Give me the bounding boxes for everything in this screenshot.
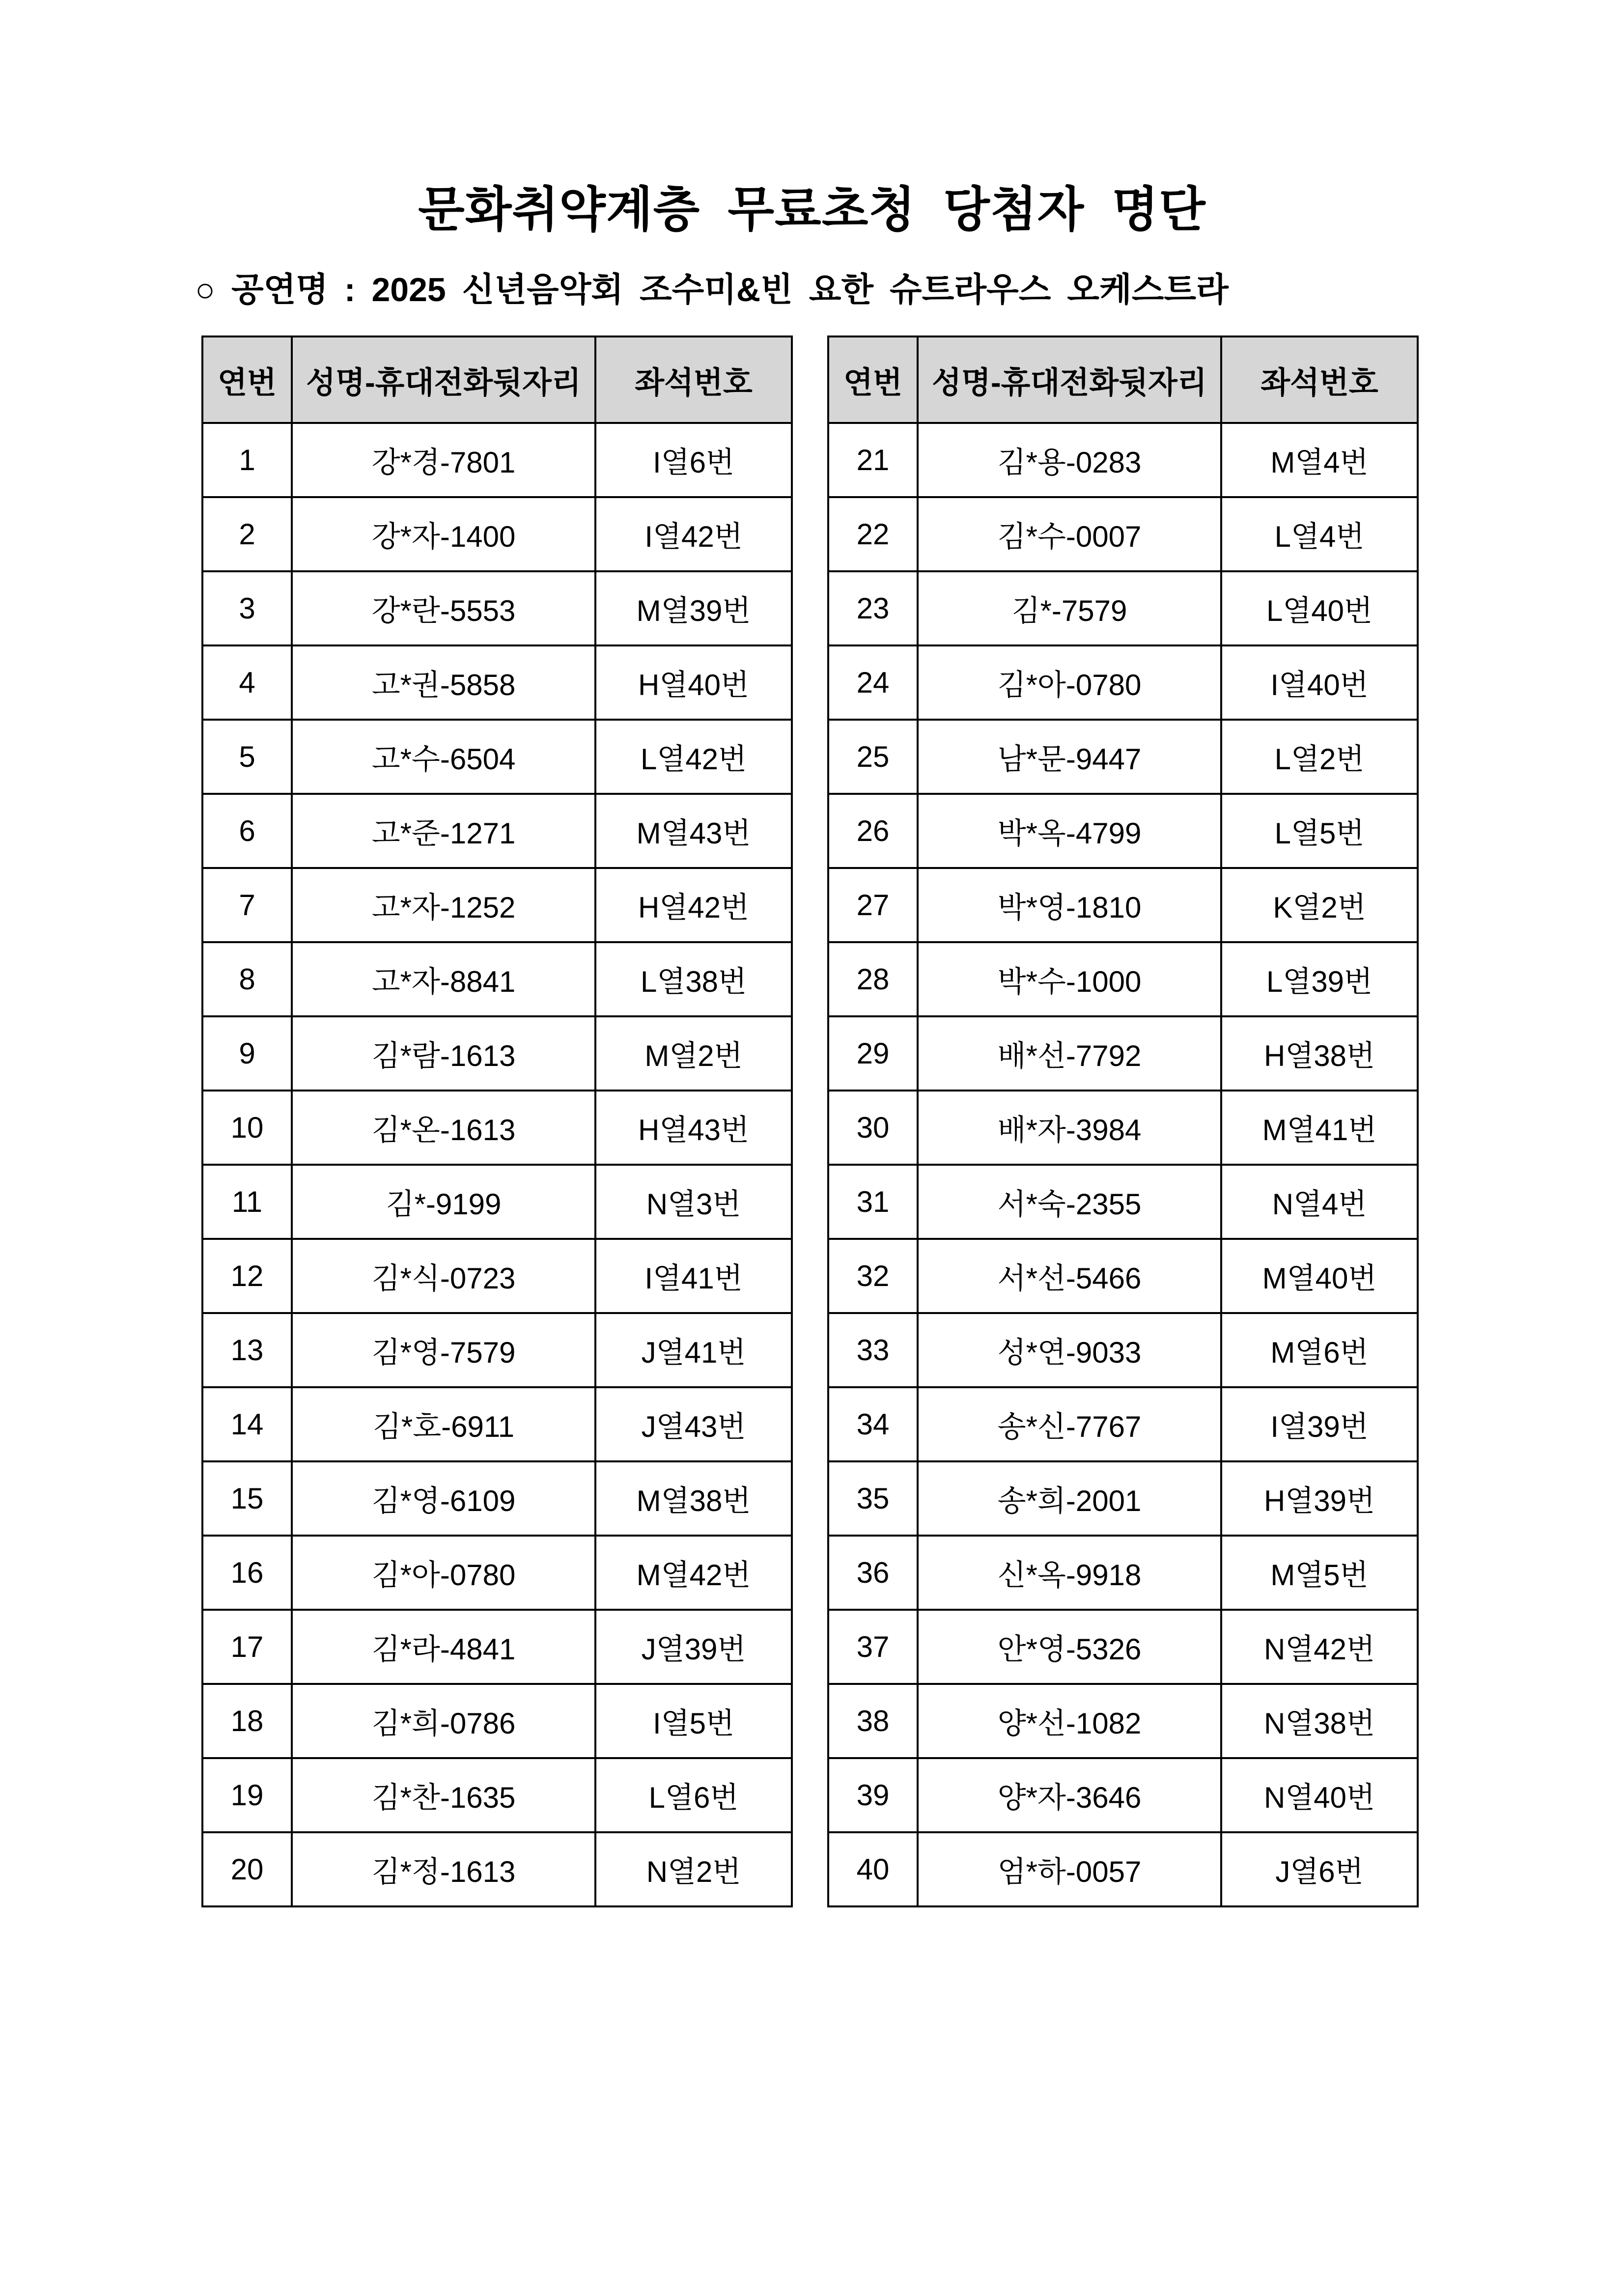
serial-cell: 2	[202, 497, 292, 571]
seat-cell: J열6번	[1221, 1832, 1418, 1906]
serial-cell: 14	[202, 1387, 292, 1461]
seat-cell: J열43번	[595, 1387, 792, 1461]
serial-cell: 18	[202, 1684, 292, 1758]
table-row	[828, 942, 1418, 1016]
seat-cell: M열42번	[595, 1536, 792, 1610]
serial-cell: 26	[828, 794, 918, 868]
seat-cell: M열40번	[1221, 1239, 1418, 1313]
table-row	[828, 1239, 1418, 1313]
serial-cell: 32	[828, 1239, 918, 1313]
name-phone-cell: 김*온-1613	[292, 1091, 595, 1165]
name-phone-cell: 김*람-1613	[292, 1016, 595, 1091]
serial-cell: 17	[202, 1610, 292, 1684]
seat-cell: H열40번	[595, 645, 792, 720]
name-phone-cell: 배*선-7792	[918, 1016, 1221, 1091]
seat-cell: N열42번	[1221, 1610, 1418, 1684]
serial-cell: 1	[202, 423, 292, 497]
name-phone-cell: 김*식-0723	[292, 1239, 595, 1313]
name-phone-cell: 김*희-0786	[292, 1684, 595, 1758]
name-phone-cell: 서*숙-2355	[918, 1165, 1221, 1239]
serial-cell: 5	[202, 720, 292, 794]
name-phone-cell: 남*문-9447	[918, 720, 1221, 794]
column-header-name-phone-cell: 성명-휴대전화뒷자리	[918, 336, 1221, 423]
table-row	[202, 942, 792, 1016]
serial-cell: 22	[828, 497, 918, 571]
name-phone-cell: 김*용-0283	[918, 423, 1221, 497]
seat-cell: I열42번	[595, 497, 792, 571]
table-row	[202, 1610, 792, 1684]
serial-cell: 39	[828, 1758, 918, 1832]
seat-cell: L열40번	[1221, 571, 1418, 645]
table-row	[202, 1536, 792, 1610]
table-row	[828, 645, 1418, 720]
table-row	[828, 1758, 1418, 1832]
name-phone-cell: 김*찬-1635	[292, 1758, 595, 1832]
table-row	[828, 1165, 1418, 1239]
name-phone-cell: 강*경-7801	[292, 423, 595, 497]
seat-cell: I열40번	[1221, 645, 1418, 720]
table-row	[202, 571, 792, 645]
name-phone-cell: 김*아-0780	[918, 645, 1221, 720]
seat-cell: N열40번	[1221, 1758, 1418, 1832]
seat-cell: I열5번	[595, 1684, 792, 1758]
seat-cell: H열38번	[1221, 1016, 1418, 1091]
serial-cell: 8	[202, 942, 292, 1016]
serial-cell: 9	[202, 1016, 292, 1091]
seat-cell: M열38번	[595, 1461, 792, 1536]
seat-cell: M열2번	[595, 1016, 792, 1091]
table-row	[828, 423, 1418, 497]
serial-cell: 25	[828, 720, 918, 794]
table-row	[828, 1313, 1418, 1387]
name-phone-cell: 강*란-5553	[292, 571, 595, 645]
table-row	[202, 1461, 792, 1536]
serial-cell: 30	[828, 1091, 918, 1165]
serial-cell: 31	[828, 1165, 918, 1239]
table-row	[202, 1239, 792, 1313]
table-row	[828, 497, 1418, 571]
name-phone-cell: 김*호-6911	[292, 1387, 595, 1461]
seat-cell: L열6번	[595, 1758, 792, 1832]
name-phone-cell: 성*연-9033	[918, 1313, 1221, 1387]
table-row	[202, 794, 792, 868]
seat-cell: J열39번	[595, 1610, 792, 1684]
serial-cell: 13	[202, 1313, 292, 1387]
name-phone-cell: 신*옥-9918	[918, 1536, 1221, 1610]
serial-cell: 35	[828, 1461, 918, 1536]
table-row	[202, 423, 792, 497]
name-phone-cell: 고*준-1271	[292, 794, 595, 868]
name-phone-cell: 엄*하-0057	[918, 1832, 1221, 1906]
name-phone-cell: 고*권-5858	[292, 645, 595, 720]
name-phone-cell: 박*수-1000	[918, 942, 1221, 1016]
seat-cell: L열38번	[595, 942, 792, 1016]
name-phone-cell: 김*라-4841	[292, 1610, 595, 1684]
column-header-seat-cell: 좌석번호	[595, 336, 792, 423]
serial-cell: 23	[828, 571, 918, 645]
serial-cell: 4	[202, 645, 292, 720]
table-row	[828, 1387, 1418, 1461]
table-row	[202, 1313, 792, 1387]
table-row	[202, 1832, 792, 1906]
seat-cell: N열4번	[1221, 1165, 1418, 1239]
serial-cell: 24	[828, 645, 918, 720]
name-phone-cell: 고*수-6504	[292, 720, 595, 794]
name-phone-cell: 김*-9199	[292, 1165, 595, 1239]
table-row	[828, 1610, 1418, 1684]
name-phone-cell: 김*영-6109	[292, 1461, 595, 1536]
name-phone-cell: 고*자-8841	[292, 942, 595, 1016]
name-phone-cell: 강*자-1400	[292, 497, 595, 571]
serial-cell: 11	[202, 1165, 292, 1239]
table-row	[828, 868, 1418, 942]
table-row	[202, 1091, 792, 1165]
serial-cell: 19	[202, 1758, 292, 1832]
serial-cell: 27	[828, 868, 918, 942]
name-phone-cell: 박*영-1810	[918, 868, 1221, 942]
winner-table-right	[827, 336, 1419, 1907]
name-phone-cell: 김*정-1613	[292, 1832, 595, 1906]
seat-cell: M열41번	[1221, 1091, 1418, 1165]
seat-cell: I열6번	[595, 423, 792, 497]
table-row	[202, 720, 792, 794]
serial-cell: 15	[202, 1461, 292, 1536]
seat-cell: N열3번	[595, 1165, 792, 1239]
serial-cell: 28	[828, 942, 918, 1016]
serial-cell: 20	[202, 1832, 292, 1906]
table-row	[828, 1461, 1418, 1536]
seat-cell: H열43번	[595, 1091, 792, 1165]
table-row	[828, 1684, 1418, 1758]
serial-cell: 36	[828, 1536, 918, 1610]
table-row	[202, 645, 792, 720]
header-row	[202, 336, 792, 423]
seat-cell: L열42번	[595, 720, 792, 794]
table-row	[202, 1758, 792, 1832]
seat-cell: L열5번	[1221, 794, 1418, 868]
name-phone-cell: 양*자-3646	[918, 1758, 1221, 1832]
seat-cell: J열41번	[595, 1313, 792, 1387]
name-phone-cell: 김*-7579	[918, 571, 1221, 645]
serial-cell: 34	[828, 1387, 918, 1461]
name-phone-cell: 양*선-1082	[918, 1684, 1221, 1758]
name-phone-cell: 안*영-5326	[918, 1610, 1221, 1684]
column-header-seat-cell: 좌석번호	[1221, 336, 1418, 423]
seat-cell: H열42번	[595, 868, 792, 942]
serial-cell: 7	[202, 868, 292, 942]
serial-cell: 33	[828, 1313, 918, 1387]
table-row	[828, 794, 1418, 868]
name-phone-cell: 고*자-1252	[292, 868, 595, 942]
name-phone-cell: 김*영-7579	[292, 1313, 595, 1387]
serial-cell: 16	[202, 1536, 292, 1610]
seat-cell: H열39번	[1221, 1461, 1418, 1536]
seat-cell: I열39번	[1221, 1387, 1418, 1461]
serial-cell: 12	[202, 1239, 292, 1313]
performance-name-line: ○ 공연명 : 2025 신년음악회 조수미&빈 요한 슈트라우스 오케스트라	[195, 271, 1229, 308]
winner-tables	[201, 336, 1419, 1907]
serial-cell: 6	[202, 794, 292, 868]
column-header-serial-cell: 연번	[202, 336, 292, 423]
serial-cell: 21	[828, 423, 918, 497]
table-row	[202, 1387, 792, 1461]
name-phone-cell: 김*수-0007	[918, 497, 1221, 571]
table-row	[828, 720, 1418, 794]
seat-cell: L열2번	[1221, 720, 1418, 794]
seat-cell: L열4번	[1221, 497, 1418, 571]
column-header-serial-cell: 연번	[828, 336, 918, 423]
serial-cell: 29	[828, 1016, 918, 1091]
table-row	[202, 1684, 792, 1758]
name-phone-cell: 김*아-0780	[292, 1536, 595, 1610]
table-row	[202, 497, 792, 571]
serial-cell: 37	[828, 1610, 918, 1684]
table-row	[202, 868, 792, 942]
serial-cell: 10	[202, 1091, 292, 1165]
seat-cell: M열4번	[1221, 423, 1418, 497]
table-row	[828, 1536, 1418, 1610]
table-row	[828, 1091, 1418, 1165]
table-row	[828, 571, 1418, 645]
seat-cell: N열2번	[595, 1832, 792, 1906]
seat-cell: L열39번	[1221, 942, 1418, 1016]
seat-cell: N열38번	[1221, 1684, 1418, 1758]
serial-cell: 40	[828, 1832, 918, 1906]
seat-cell: M열43번	[595, 794, 792, 868]
seat-cell: M열39번	[595, 571, 792, 645]
table-row	[828, 1832, 1418, 1906]
seat-cell: K열2번	[1221, 868, 1418, 942]
table-row	[202, 1016, 792, 1091]
name-phone-cell: 박*옥-4799	[918, 794, 1221, 868]
name-phone-cell: 배*자-3984	[918, 1091, 1221, 1165]
name-phone-cell: 송*희-2001	[918, 1461, 1221, 1536]
page-title: 문화취약계층 무료초청 당첨자 명단	[418, 182, 1206, 236]
serial-cell: 3	[202, 571, 292, 645]
serial-cell: 38	[828, 1684, 918, 1758]
seat-cell: I열41번	[595, 1239, 792, 1313]
seat-cell: M열5번	[1221, 1536, 1418, 1610]
name-phone-cell: 송*신-7767	[918, 1387, 1221, 1461]
table-row	[828, 1016, 1418, 1091]
table-row	[202, 1165, 792, 1239]
header-row	[828, 336, 1418, 423]
name-phone-cell: 서*선-5466	[918, 1239, 1221, 1313]
column-header-name-phone-cell: 성명-휴대전화뒷자리	[292, 336, 595, 423]
seat-cell: M열6번	[1221, 1313, 1418, 1387]
winner-table-left	[201, 336, 793, 1907]
